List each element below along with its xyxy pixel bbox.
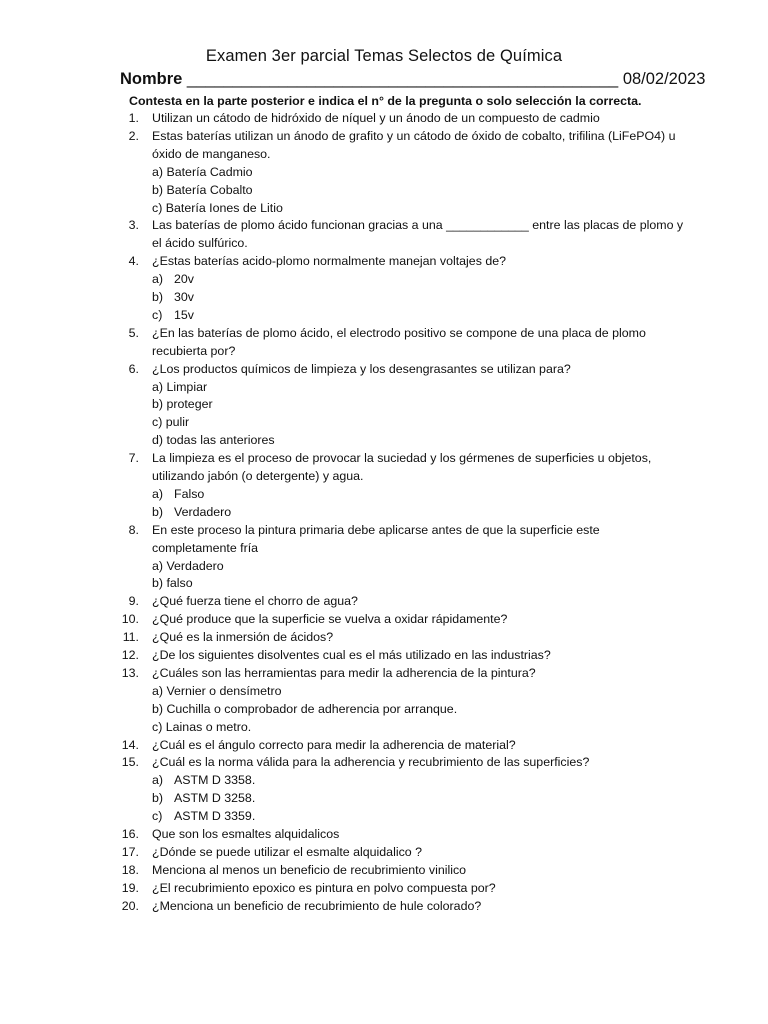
instructions: Contesta en la parte posterior e indica el n° de la pregunta o solo selección la correcta.	[129, 94, 642, 108]
question-number: 10.	[121, 612, 139, 627]
question-number: 1.	[128, 111, 139, 125]
question-text: ¿Cuáles son las herramientas para medir la adherencia de la pintura?	[152, 665, 536, 680]
question-number: 15.	[121, 755, 139, 770]
question-text: La limpieza es el proceso de provocar la suciedad y los gérmenes de superficies u objetos,	[152, 451, 652, 466]
name-line	[120, 70, 706, 89]
option-letter: b)	[152, 290, 164, 304]
question-text: Utilizan un cátodo de hidróxido de níquel y un ánodo de un compuesto de cadmio	[152, 111, 600, 125]
question-text: ¿Qué produce que la superficie se vuelva a oxidar rápidamente?	[152, 612, 508, 627]
question-text-continued: recubierta por?	[152, 343, 236, 358]
question-number: 7.	[128, 451, 139, 466]
question-text: ¿En las baterías de plomo ácido, el electrodo positivo se compone de una placa de plomo	[152, 325, 646, 340]
page-title: Examen 3er parcial Temas Selectos de Química	[205, 47, 563, 65]
answer-option: c) Batería Iones de Litio	[152, 200, 283, 215]
question-text: Estas baterías utilizan un ánodo de grafito y un cátodo de óxido de cobalto, trifilina (LiFePO4) u	[152, 128, 676, 143]
question-number: 20.	[121, 898, 139, 913]
name-label: Nombre	[120, 70, 183, 88]
option-letter: a)	[152, 773, 164, 788]
answer-option: a) Vernier o densímetro	[152, 683, 282, 698]
question-number: 17.	[121, 844, 139, 859]
question-number: 6.	[128, 361, 139, 376]
question-number: 12.	[121, 648, 139, 662]
question-number: 11.	[122, 630, 139, 645]
question-number: 5.	[128, 325, 139, 340]
question-number: 19.	[121, 880, 139, 895]
answer-option: c) pulir	[152, 415, 190, 430]
question-number: 3.	[128, 218, 139, 233]
question-text: Menciona al menos un beneficio de recubrimiento vinilico	[152, 862, 467, 877]
question-text: ¿El recubrimiento epoxico es pintura en polvo compuesta por?	[152, 880, 496, 895]
option-text: 30v	[174, 290, 194, 304]
question-number: 9.	[128, 594, 139, 609]
question-number: 16.	[121, 827, 139, 841]
answer-option: b) proteger	[152, 397, 213, 412]
answer-option: c) Lainas o metro.	[152, 719, 252, 734]
option-letter: a)	[152, 486, 164, 501]
answer-option: a) Verdadero	[152, 558, 224, 573]
question-text: ¿Qué es la inmersión de ácidos?	[152, 630, 334, 645]
question-text: ¿Cuál es el ángulo correcto para medir la adherencia de material?	[152, 737, 516, 752]
question-text: Las baterías de plomo ácido funcionan gracias a una ____________ entre las placas de plomo y	[152, 218, 684, 233]
question-number: 13.	[121, 665, 139, 680]
question-text-continued: utilizando jabón (o detergente) y agua.	[152, 469, 364, 483]
option-text: Falso	[174, 486, 205, 501]
question-text-continued: el ácido sulfúrico.	[152, 236, 248, 251]
question-text: ¿Los productos químicos de limpieza y los desengrasantes se utilizan para?	[152, 361, 571, 376]
option-text: Verdadero	[174, 504, 232, 519]
question-number: 8.	[128, 522, 139, 537]
question-number: 4.	[128, 254, 139, 269]
answer-option: b) falso	[152, 576, 193, 591]
answer-option: b) Cuchilla o comprobador de adherencia por arranque.	[152, 701, 458, 716]
question-text: ¿Cuál es la norma válida para la adherencia y recubrimiento de las superficies?	[152, 755, 590, 770]
question-number: 14.	[121, 737, 139, 752]
option-letter: c)	[152, 307, 163, 322]
option-letter: c)	[152, 809, 163, 824]
question-text: ¿Qué fuerza tiene el chorro de agua?	[152, 594, 358, 609]
exam-date: 08/02/2023	[622, 70, 706, 88]
question-text-continued: óxido de manganeso.	[152, 146, 271, 161]
question-text: En este proceso la pintura primaria debe aplicarse antes de que la superficie este	[152, 522, 600, 537]
option-text: 20v	[174, 272, 194, 287]
option-text: ASTM D 3359.	[174, 809, 256, 824]
question-text: ¿Estas baterías acido-plomo normalmente manejan voltajes de?	[152, 254, 507, 269]
option-letter: b)	[152, 791, 164, 806]
answer-option: d) todas las anteriores	[152, 433, 275, 448]
question-number: 2.	[128, 128, 139, 143]
answer-option: a) Batería Cadmio	[152, 164, 253, 179]
option-text: ASTM D 3258.	[174, 791, 256, 806]
question-text: Que son los esmaltes alquidalicos	[152, 827, 340, 841]
question-text: ¿Menciona un beneficio de recubrimiento de hule colorado?	[152, 898, 482, 913]
question-text-continued: completamente fría	[152, 540, 259, 555]
answer-option: a) Limpiar	[152, 379, 208, 394]
question-text: ¿Dónde se puede utilizar el esmalte alquidalico ?	[152, 844, 422, 859]
option-letter: b)	[152, 504, 164, 519]
option-text: 15v	[174, 307, 194, 322]
answer-option: b) Batería Cobalto	[152, 182, 253, 197]
option-letter: a)	[152, 272, 164, 287]
option-text: ASTM D 3358.	[174, 773, 256, 788]
question-number: 18.	[121, 862, 139, 877]
question-text: ¿De los siguientes disolventes cual es el más utilizado en las industrias?	[152, 648, 551, 662]
name-blank: _______________________________________________	[182, 70, 623, 88]
